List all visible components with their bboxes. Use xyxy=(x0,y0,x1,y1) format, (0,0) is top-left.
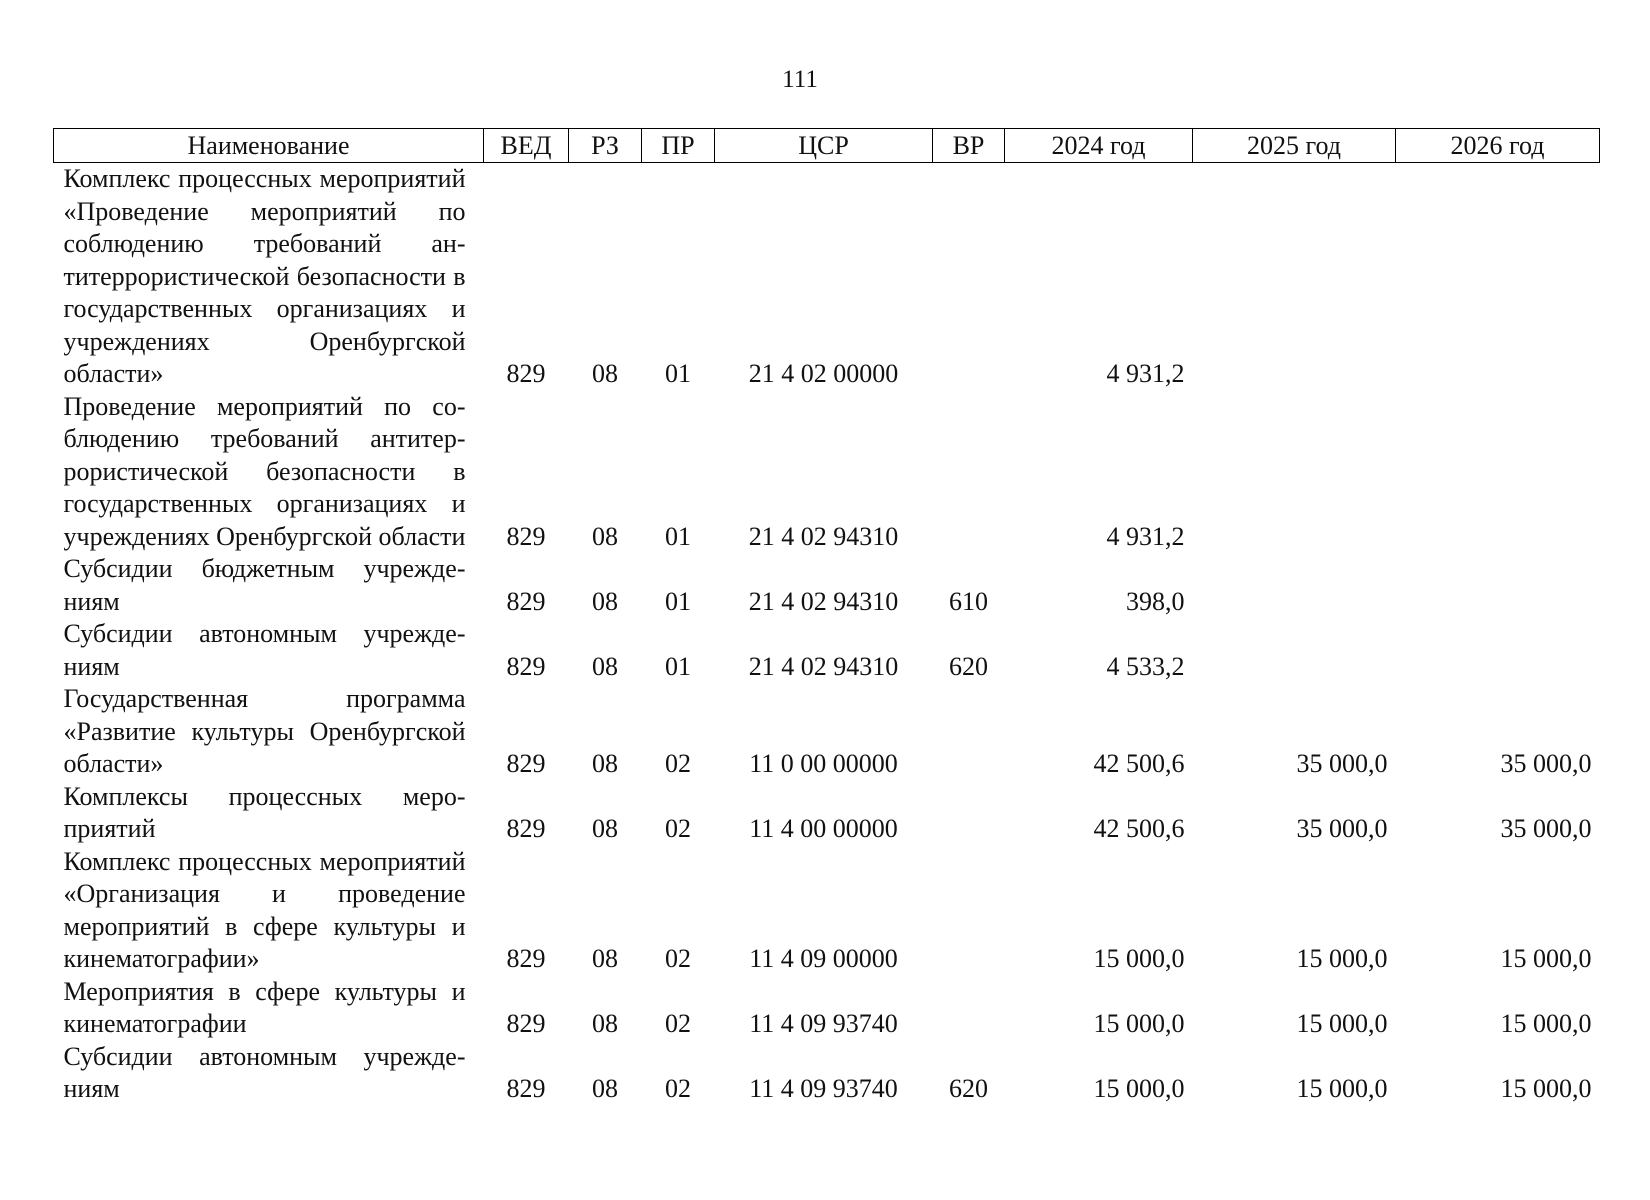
table-header-row xyxy=(54,129,1600,163)
row-name-cell: Субсидии автономным учреждениям xyxy=(63,1041,466,1103)
vr-cell: 620 xyxy=(949,651,988,681)
vr-cell xyxy=(933,391,1005,554)
rz-cell: 08 xyxy=(592,651,618,681)
table-row xyxy=(54,781,1600,846)
pr-cell: 01 xyxy=(665,521,691,551)
table-row xyxy=(54,618,1600,683)
amount-2024-cell: 4 931,2 xyxy=(1106,359,1185,388)
amount-2024-cell: 4 931,2 xyxy=(1106,521,1185,551)
row-name-cell: Государственная программа «Развитие культуры Оренбургской области» xyxy=(63,684,466,778)
table-row xyxy=(54,163,1600,391)
csr-cell: 11 4 00 00000 xyxy=(749,814,898,843)
amount-2026-cell: 15 000,0 xyxy=(1500,1009,1592,1038)
pr-cell: 02 xyxy=(665,814,691,843)
csr-cell: 21 4 02 94310 xyxy=(748,651,899,681)
amount-2024-cell: 42 500,6 xyxy=(1093,749,1185,778)
table-row xyxy=(54,683,1600,781)
amount-2024-cell: 4 533,2 xyxy=(1106,651,1185,681)
amount-2024-cell: 42 500,6 xyxy=(1093,814,1185,843)
header-2024: 2024 год xyxy=(1005,129,1193,163)
header-csr: ЦСР xyxy=(715,129,933,163)
rz-cell: 08 xyxy=(592,1074,618,1103)
amount-2024-cell: 15 000,0 xyxy=(1093,1074,1185,1103)
row-name-cell: Комплекс процессных мероприятий «Проведение мероприятий по соблюдению требований антитеррористической безопасности в государственных организациях и учреждениях Оренбургской области» xyxy=(63,164,466,388)
amount-2025-cell: 15 000,0 xyxy=(1296,944,1388,973)
page-number: 111 xyxy=(782,66,818,93)
amount-2026-cell: 35 000,0 xyxy=(1500,814,1592,843)
amount-2026-cell: 35 000,0 xyxy=(1500,749,1592,778)
amount-2024-cell: 398,0 xyxy=(1126,586,1185,616)
header-name: Наименование xyxy=(54,129,484,163)
pr-cell: 01 xyxy=(665,359,691,388)
pr-cell: 02 xyxy=(665,749,691,778)
vr-cell xyxy=(933,163,1005,391)
ved-cell: 829 xyxy=(506,749,546,778)
amount-2024-cell: 15 000,0 xyxy=(1093,1009,1185,1038)
csr-cell: 21 4 02 00000 xyxy=(748,359,899,388)
header-vr: ВР xyxy=(933,129,1005,163)
amount-2025-cell: 35 000,0 xyxy=(1296,814,1388,843)
header-rz: РЗ xyxy=(569,129,642,163)
ved-cell: 829 xyxy=(506,1074,546,1103)
table-row xyxy=(54,1041,1600,1106)
row-name-cell: Субсидии автономным учреждениям xyxy=(63,619,466,681)
amount-2025-cell xyxy=(1193,163,1396,391)
header-pr: ПР xyxy=(642,129,715,163)
header-ved: ВЕД xyxy=(484,129,569,163)
vr-cell: 620 xyxy=(949,1074,988,1103)
csr-cell: 21 4 02 94310 xyxy=(748,521,899,551)
csr-cell: 11 0 00 00000 xyxy=(749,749,898,778)
vr-cell xyxy=(933,846,1005,976)
amount-2025-cell: 15 000,0 xyxy=(1296,1009,1388,1038)
pr-cell: 02 xyxy=(665,1009,691,1038)
ved-cell: 829 xyxy=(506,359,546,388)
table-row xyxy=(54,976,1600,1041)
amount-2026-cell: 15 000,0 xyxy=(1500,944,1592,973)
row-name-cell: Проведение мероприятий по соблюдению требований антитеррористической безопасности в государственных организациях и учреждениях Оренбургской области xyxy=(63,391,466,551)
vr-cell xyxy=(933,781,1005,846)
csr-cell: 21 4 02 94310 xyxy=(748,586,899,616)
vr-cell xyxy=(933,683,1005,781)
rz-cell: 08 xyxy=(592,521,618,551)
table-row xyxy=(54,846,1600,976)
rz-cell: 08 xyxy=(592,944,618,973)
amount-2026-cell: 15 000,0 xyxy=(1500,1074,1592,1103)
rz-cell: 08 xyxy=(592,359,618,388)
table-row xyxy=(54,553,1600,618)
vr-cell xyxy=(933,976,1005,1041)
header-2026: 2026 год xyxy=(1396,129,1600,163)
rz-cell: 08 xyxy=(592,586,618,616)
pr-cell: 01 xyxy=(665,586,691,616)
csr-cell: 11 4 09 00000 xyxy=(749,944,898,973)
budget-table xyxy=(53,128,1600,1106)
row-name-cell: Субсидии бюджетным учреждениям xyxy=(63,554,466,616)
csr-cell: 11 4 09 93740 xyxy=(749,1009,898,1038)
amount-2024-cell: 15 000,0 xyxy=(1093,944,1185,973)
vr-cell: 610 xyxy=(949,586,988,616)
row-name-cell: Комплексы процессных мероприятий xyxy=(63,781,466,843)
ved-cell: 829 xyxy=(506,1009,546,1038)
rz-cell: 08 xyxy=(592,814,618,843)
csr-cell: 11 4 09 93740 xyxy=(749,1074,898,1103)
amount-2025-cell: 35 000,0 xyxy=(1296,749,1388,778)
row-name-cell: Комплекс процессных мероприятий «Организация и проведение мероприятий в сфере культуры и кинематографии» xyxy=(63,846,466,973)
amount-2025-cell xyxy=(1193,391,1396,554)
ved-cell: 829 xyxy=(506,814,546,843)
rz-cell: 08 xyxy=(592,749,618,778)
ved-cell: 829 xyxy=(506,521,546,551)
ved-cell: 829 xyxy=(506,944,546,973)
amount-2025-cell xyxy=(1193,618,1396,683)
amount-2026-cell xyxy=(1396,618,1600,683)
amount-2025-cell: 15 000,0 xyxy=(1296,1074,1388,1103)
pr-cell: 02 xyxy=(665,944,691,973)
ved-cell: 829 xyxy=(506,651,546,681)
header-2025: 2025 год xyxy=(1193,129,1396,163)
rz-cell: 08 xyxy=(592,1009,618,1038)
row-name-cell: Мероприятия в сфере культуры и кинематографии xyxy=(63,976,466,1038)
pr-cell: 01 xyxy=(665,651,691,681)
table-row xyxy=(54,391,1600,554)
amount-2026-cell xyxy=(1396,163,1600,391)
amount-2026-cell xyxy=(1396,553,1600,618)
pr-cell: 02 xyxy=(665,1074,691,1103)
ved-cell: 829 xyxy=(506,586,546,616)
amount-2026-cell xyxy=(1396,391,1600,554)
amount-2025-cell xyxy=(1193,553,1396,618)
